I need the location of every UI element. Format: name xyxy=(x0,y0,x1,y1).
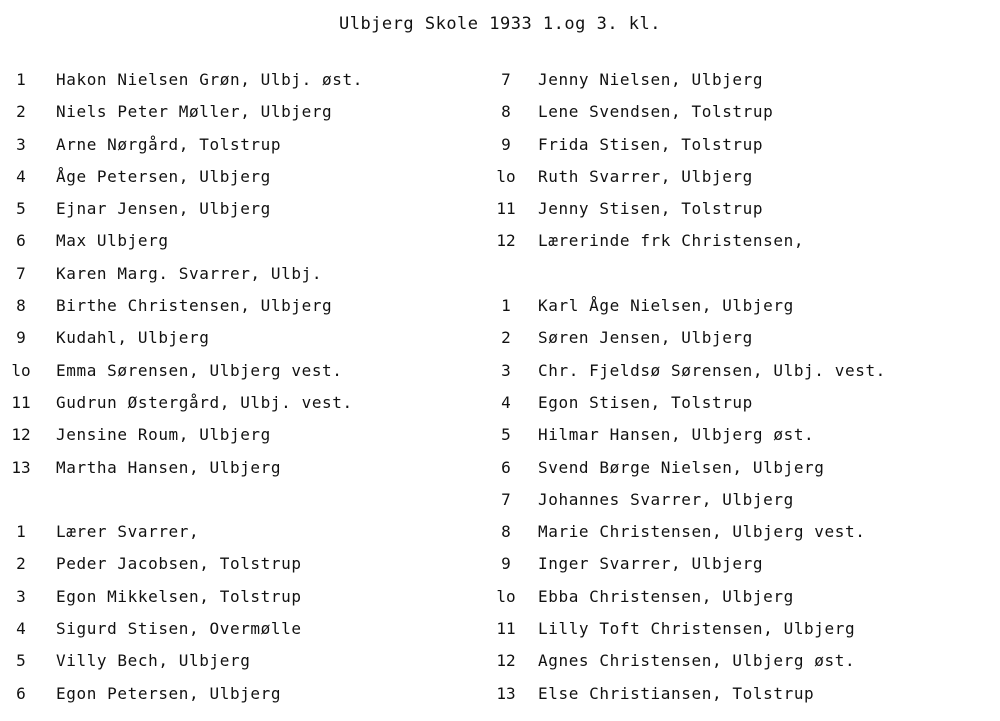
list-item xyxy=(4,419,474,451)
list-item xyxy=(4,290,474,322)
pupil-name: Jenny Nielsen, Ulbjerg xyxy=(538,70,764,89)
item-number: 5 xyxy=(501,425,511,445)
right-class-list xyxy=(484,64,994,258)
item-number: 7 xyxy=(501,489,511,509)
item-number: 2 xyxy=(16,554,26,574)
document-title: Ulbjerg Skole 1933 1.og 3. kl. xyxy=(338,14,662,34)
list-item xyxy=(484,96,994,128)
pupil-name: Søren Jensen, Ulbjerg xyxy=(538,328,753,348)
item-number: 8 xyxy=(501,102,511,122)
list-item xyxy=(4,96,474,128)
item-number: 9 xyxy=(501,554,511,574)
item-number: 13 xyxy=(496,683,516,703)
item-number: lo xyxy=(11,360,31,380)
list-item xyxy=(4,678,474,710)
item-number: 7 xyxy=(16,263,26,283)
list-item xyxy=(484,645,994,677)
pupil-name: Peder Jacobsen, Tolstrup xyxy=(56,554,302,574)
item-number: 12 xyxy=(496,651,516,671)
left-column xyxy=(4,64,474,710)
item-number: 5 xyxy=(16,199,26,219)
list-item xyxy=(4,161,474,193)
list-item xyxy=(484,290,994,322)
item-number: 11 xyxy=(496,199,516,219)
pupil-name: Lærer Svarrer, xyxy=(56,522,200,542)
pupil-name: Johannes Svarrer, Ulbjerg xyxy=(538,489,794,509)
list-item xyxy=(484,452,994,484)
list-item xyxy=(4,225,474,257)
pupil-name: Max Ulbjerg xyxy=(56,231,169,251)
pupil-name: Jenny Stisen, Tolstrup xyxy=(538,199,764,219)
pupil-name: Lilly Toft Christensen, Ulbjerg xyxy=(538,619,856,639)
item-number: 4 xyxy=(501,392,511,412)
pupil-name: Egon Stisen, Tolstrup xyxy=(538,392,753,412)
item-number: 2 xyxy=(16,102,26,122)
pupil-name: Gudrun Østergård, Ulbj. vest. xyxy=(56,392,353,412)
list-item xyxy=(4,516,474,548)
item-number: 9 xyxy=(16,328,26,348)
pupil-name: Frida Stisen, Tolstrup xyxy=(538,134,764,154)
list-item xyxy=(4,355,474,387)
pupil-name: Hilmar Hansen, Ulbjerg øst. xyxy=(538,425,815,445)
pupil-name: Ebba Christensen, Ulbjerg xyxy=(538,586,794,606)
item-number: 6 xyxy=(16,231,26,251)
list-item xyxy=(484,613,994,645)
list-item xyxy=(4,322,474,354)
item-number: 1 xyxy=(16,522,26,542)
list-item xyxy=(484,355,994,387)
item-number: 12 xyxy=(11,425,31,445)
item-number: 8 xyxy=(501,522,511,542)
item-number: 1 xyxy=(501,296,511,316)
list-item xyxy=(484,484,994,516)
item-number: 8 xyxy=(16,296,26,316)
pupil-name: Lærerinde frk Christensen, xyxy=(538,231,805,251)
list-item xyxy=(484,516,994,548)
list-item xyxy=(484,548,994,580)
right-column xyxy=(484,64,994,710)
item-number: 5 xyxy=(16,651,26,671)
pupil-name: Egon Mikkelsen, Tolstrup xyxy=(56,586,302,606)
list-item xyxy=(484,161,994,193)
list-item xyxy=(484,678,994,710)
list-item xyxy=(4,193,474,225)
list-item xyxy=(4,129,474,161)
list-item xyxy=(4,64,474,96)
pupil-name: Martha Hansen, Ulbjerg xyxy=(56,457,282,477)
list-item xyxy=(484,322,994,354)
list-item xyxy=(484,193,994,225)
pupil-name: Kudahl, Ulbjerg xyxy=(56,328,210,348)
pupil-name: Jensine Roum, Ulbjerg xyxy=(56,425,271,445)
spacer xyxy=(4,484,474,516)
item-number: 6 xyxy=(16,683,26,703)
pupil-name: Emma Sørensen, Ulbjerg vest. xyxy=(56,360,343,380)
item-number: 7 xyxy=(501,70,511,89)
list-item xyxy=(4,645,474,677)
list-item xyxy=(4,548,474,580)
list-item xyxy=(4,613,474,645)
item-number: 11 xyxy=(11,392,31,412)
pupil-name: Lene Svendsen, Tolstrup xyxy=(538,102,774,122)
list-item xyxy=(484,387,994,419)
list-item xyxy=(4,387,474,419)
list-item xyxy=(484,129,994,161)
pupil-name: Svend Børge Nielsen, Ulbjerg xyxy=(538,457,825,477)
pupil-name: Karen Marg. Svarrer, Ulbj. xyxy=(56,263,323,283)
left-class-list xyxy=(4,64,474,484)
list-item xyxy=(4,258,474,290)
item-number: lo xyxy=(496,166,516,186)
pupil-name: Inger Svarrer, Ulbjerg xyxy=(538,554,764,574)
pupil-name: Karl Åge Nielsen, Ulbjerg xyxy=(538,296,794,316)
item-number: 4 xyxy=(16,619,26,639)
item-number: 1 xyxy=(16,70,26,89)
item-number: 2 xyxy=(501,328,511,348)
pupil-name: Niels Peter Møller, Ulbjerg xyxy=(56,102,333,122)
item-number: 3 xyxy=(16,134,26,154)
pupil-name: Chr. Fjeldsø Sørensen, Ulbj. vest. xyxy=(538,360,886,380)
list-item xyxy=(484,64,994,96)
item-number: lo xyxy=(496,586,516,606)
pupil-name: Birthe Christensen, Ulbjerg xyxy=(56,296,333,316)
list-item xyxy=(4,452,474,484)
pupil-name: Marie Christensen, Ulbjerg vest. xyxy=(538,522,866,542)
item-number: 9 xyxy=(501,134,511,154)
item-number: 11 xyxy=(496,619,516,639)
pupil-name: Arne Nørgård, Tolstrup xyxy=(56,134,282,154)
item-number: 6 xyxy=(501,457,511,477)
list-item xyxy=(484,581,994,613)
list-item xyxy=(484,419,994,451)
spacer xyxy=(484,258,994,290)
pupil-name: Ruth Svarrer, Ulbjerg xyxy=(538,166,753,186)
pupil-name: Hakon Nielsen Grøn, Ulbj. øst. xyxy=(56,70,363,89)
pupil-name: Villy Bech, Ulbjerg xyxy=(56,651,251,671)
pupil-name: Åge Petersen, Ulbjerg xyxy=(56,166,271,186)
pupil-name: Ejnar Jensen, Ulbjerg xyxy=(56,199,271,219)
item-number: 12 xyxy=(496,231,516,251)
left-class-list-second xyxy=(4,516,474,710)
item-number: 3 xyxy=(16,586,26,606)
list-item xyxy=(4,581,474,613)
pupil-name: Agnes Christensen, Ulbjerg øst. xyxy=(538,651,856,671)
item-number: 3 xyxy=(501,360,511,380)
item-number: 13 xyxy=(11,457,31,477)
list-item xyxy=(484,225,994,257)
right-class-list-second xyxy=(484,290,994,710)
item-number: 4 xyxy=(16,166,26,186)
pupil-name: Else Christiansen, Tolstrup xyxy=(538,683,815,703)
pupil-name: Egon Petersen, Ulbjerg xyxy=(56,683,282,703)
pupil-name: Sigurd Stisen, Overmølle xyxy=(56,619,302,639)
